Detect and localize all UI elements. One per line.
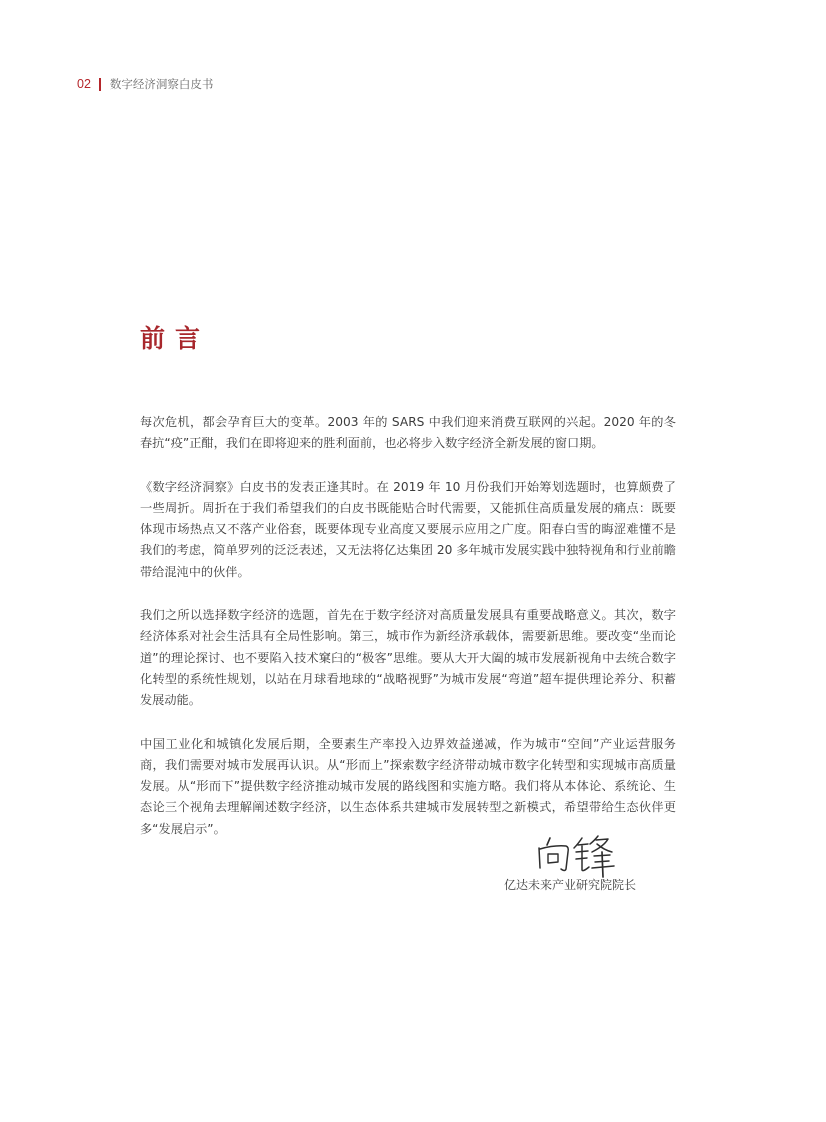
signature-title: 亿达未来产业研究院院长 [503,878,636,892]
document-title: 数字经济洞察白皮书 [109,77,214,91]
paragraph: 每次危机，都会孕育巨大的变革。2003 年的 SARS 中我们迎来消费互联网的兴起。2020 年的冬春抗“疫”正酣，我们在即将迎来的胜利面前，也必将步入数字经济全新发展的窗口期。 [140,415,676,451]
paragraph: 《数字经济洞察》白皮书的发表正逢其时。在 2019 年 10 月份我们开始筹划选题时，也算颇费了一些周折。周折在于我们希望我们的白皮书既能贴合时代需要，又能抓住高质量发展的痛点：既要体现市场热点又不落产业俗套，既要体现专业高度又要展示应用之广度。阳春白雪的晦涩难懂不是我们的考虑，简单罗列的泛泛表述，又无法将亿达集团 20 多年城市发展实践中独特视角和行业前瞻带给混沌中的伙伴。 [140,479,676,579]
paragraph: 中国工业化和城镇化发展后期，全要素生产率投入边界效益递减，作为城市“空间”产业运营服务商，我们需要对城市发展再认识。从“形而上”探索数字经济带动城市数字化转型和实现城市高质量发展。从“形而下”提供数字经济推动城市发展的路线图和实施方略。我们将从本体论、系统论、生态论三个视角去理解阐述数字经济，以生态体系共建城市发展转型之新模式，希望带给生态伙伴更多“发展启示”。 [140,736,676,836]
page-number: 02 [77,77,91,91]
page-header [77,76,213,92]
paragraph: 我们之所以选择数字经济的选题，首先在于数字经济对高质量发展具有重要战略意义。其次，数字经济体系对社会生活具有全局性影响。第三，城市作为新经济承载体，需要新思维。要改变“坐而论道”的理论探讨、也不要陷入技术窠臼的“极客”思维。要从大开大阖的城市发展新视角中去统合数字化转型的系统性规划，以站在月球看地球的“战略视野”为城市发展“弯道”超车提供理论养分、积蓄发展动能。 [140,608,676,708]
section-title: 前言 [140,324,211,353]
header-divider [99,78,101,91]
body-text [140,412,676,862]
handwritten-signature [536,832,620,878]
